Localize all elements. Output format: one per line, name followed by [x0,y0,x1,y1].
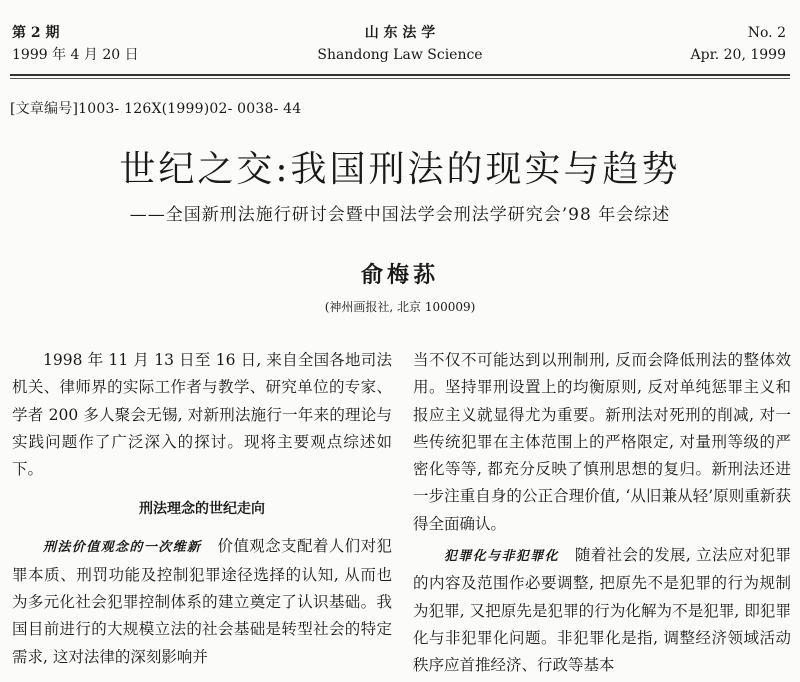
issue-date-cn: 1999 年 4 月 20 日 [12,47,139,63]
issue-date-en: Apr. 20, 1999 [690,47,786,63]
article-author: 俞梅荪 [360,262,439,288]
paragraph-runin-heading: 刑法价值观念的一次维新 [43,540,202,556]
journal-name-cn: 山 东 法 学 [364,25,436,41]
left-column [12,347,392,671]
journal-name-en: Shandong Law Science [317,47,483,63]
intro-paragraph: 1998 年 11 月 13 日至 16 日, 来自全国各地司法机关、律师界的实际工作者与教学、研究单位的专家、学者 200 多人聚会无锡, 对新刑法施行一年来的理论与实践问题作了广泛深入的探讨。现将主要观点综述如下。 [12,351,392,479]
article-title: 世纪之交:我国刑法的现实与趋势 [119,149,681,190]
issue-number-en: No. 2 [747,25,786,41]
issue-label: 第 2 期 [12,25,60,41]
article-number: [文章编号]1003- 126X(1999)02- 0038- 44 [10,101,302,117]
header-rule-thin [10,78,790,79]
paragraph-body: 价值观念支配着人们对犯罪本质、刑罚功能及控制犯罪途径选择的认知, 从而也为多元化社会犯罪控制体系的建立奠定了认识基础。我国目前进行的大规模立法的社会基础是转型社会的特定需求, 这对法律的深刻影响并 [12,537,392,666]
header-right [691,22,786,66]
header-rule [10,74,790,76]
section-heading: 刑法理念的世纪走向 [139,501,265,518]
paragraph-body: 随着社会的发展, 立法应对犯罪的内容及范围作必要调整, 把原先不是犯罪的行为规制为犯罪, 又把原先是犯罪的行为化解为不是犯罪, 即犯罪化与非犯罪化问题。非犯罪化是指, 调整经济领域活动秩序应首推经济、行政等基本 [413,546,791,675]
continued-paragraph: 当不仅不可能达到以刑制刑, 反而会降低刑法的整体效用。坚持罪刑设置上的均衡原则, 反对单纯惩罪主义和报应主义就显得尤为重要。新刑法对死刑的削减, 对一些传统犯罪在主体范围上的严格限定, 对量刑等级的严密化等等, 都充分反映了慎刑思想的复归。新刑法还进一步注重自身的公正合理价值, ‘从旧兼从轻’原则重新获得全面确认。 [413,351,791,533]
article-subtitle: ——全国新刑法施行研讨会暨中国法学会刑法学研究会’98 年会综述 [129,205,671,225]
header-center [0,22,800,66]
paragraph-runin-heading: 犯罪化与非犯罪化 [444,549,559,565]
criminalization-paragraph [413,542,791,679]
author-affiliation: (神州画报社, 北京 100009) [324,300,476,314]
value-concept-paragraph [12,533,392,670]
right-column [413,347,791,680]
